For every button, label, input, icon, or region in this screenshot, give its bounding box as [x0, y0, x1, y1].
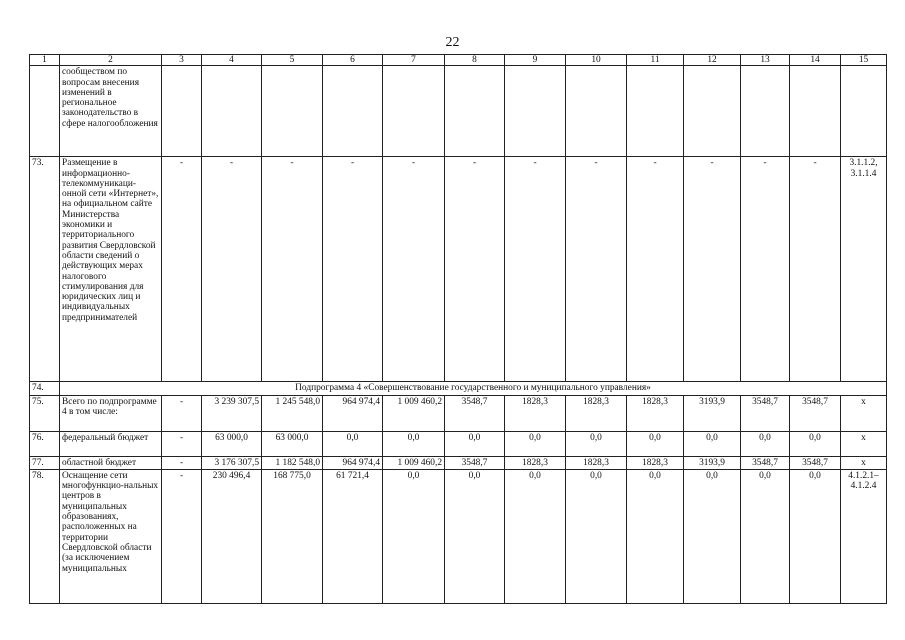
row-number-cell: 73. [30, 157, 60, 382]
target-reference-cell: 4.1.2.1– 4.1.2.4 [841, 469, 887, 603]
data-cell: 0,0 [741, 469, 790, 603]
data-cell: - [162, 395, 202, 431]
data-cell: 0,0 [505, 431, 566, 456]
data-cell [445, 66, 505, 157]
table-row-continuation [30, 66, 887, 157]
column-header: 11 [627, 55, 684, 66]
target-reference-cell: x [841, 456, 887, 469]
row-number-cell: 74. [30, 382, 60, 395]
page-number: 22 [445, 35, 460, 50]
column-number-header-row [30, 55, 887, 66]
data-cell: 3548,7 [790, 395, 841, 431]
target-reference-cell: x [841, 395, 887, 431]
data-cell: - [202, 157, 262, 382]
data-cell: 1828,3 [627, 456, 684, 469]
data-cell [323, 66, 383, 157]
data-cell: 0,0 [627, 469, 684, 603]
data-cell: 3193,9 [684, 395, 741, 431]
data-cell: 230 496,4 [202, 469, 262, 603]
data-cell: 0,0 [566, 431, 627, 456]
data-cell: - [445, 157, 505, 382]
data-cell: 0,0 [445, 469, 505, 603]
table-row-75 [30, 395, 887, 431]
target-reference-cell: x [841, 431, 887, 456]
data-cell: 0,0 [445, 431, 505, 456]
data-cell: 3 239 307,5 [202, 395, 262, 431]
data-cell: 63 000,0 [262, 431, 323, 456]
description-cell: Всего по подпрограмме 4 в том числе: [60, 395, 162, 431]
data-cell [162, 66, 202, 157]
table-row-78 [30, 469, 887, 603]
data-cell: - [627, 157, 684, 382]
column-header: 3 [162, 55, 202, 66]
description-cell: федеральный бюджет [60, 431, 162, 456]
table-row-77 [30, 456, 887, 469]
subprogram-title-cell: Подпрограмма 4 «Совершенствование государственного и муниципального управления» [60, 382, 887, 395]
row-number-cell: 76. [30, 431, 60, 456]
data-cell: 63 000,0 [202, 431, 262, 456]
column-header: 2 [60, 55, 162, 66]
data-cell: 0,0 [323, 431, 383, 456]
column-header: 9 [505, 55, 566, 66]
data-cell [202, 66, 262, 157]
column-header: 10 [566, 55, 627, 66]
data-cell: - [383, 157, 445, 382]
column-header: 5 [262, 55, 323, 66]
program-table [29, 54, 887, 604]
data-cell: - [323, 157, 383, 382]
data-cell: 0,0 [790, 431, 841, 456]
data-cell: - [790, 157, 841, 382]
data-cell [505, 66, 566, 157]
data-cell: 0,0 [505, 469, 566, 603]
data-cell: 0,0 [684, 469, 741, 603]
column-header: 15 [841, 55, 887, 66]
column-header: 14 [790, 55, 841, 66]
data-cell: - [684, 157, 741, 382]
description-cell: сообществом по вопросам внесения изменений в региональное законодательство в сфере налогообложения [60, 66, 162, 157]
table-row-73 [30, 157, 887, 382]
data-cell: 1828,3 [566, 395, 627, 431]
data-cell: 3548,7 [790, 456, 841, 469]
row-number-cell: 77. [30, 456, 60, 469]
column-header: 12 [684, 55, 741, 66]
data-cell: - [262, 157, 323, 382]
column-header: 6 [323, 55, 383, 66]
data-cell: 964 974,4 [323, 395, 383, 431]
data-cell: - [162, 469, 202, 603]
data-cell [684, 66, 741, 157]
data-cell [383, 66, 445, 157]
data-cell [790, 66, 841, 157]
data-cell: 0,0 [627, 431, 684, 456]
data-cell: - [566, 157, 627, 382]
description-cell: Размещение в информационно-телекоммуникаци-онной сети «Интернет», на официальном сайте Министерства экономики и территориального развития Свердловской области сведений о действующих мерах налогового стимулирования для юридических лиц и индивидуальных предпринимателей [60, 157, 162, 382]
data-cell: 1 182 548,0 [262, 456, 323, 469]
data-cell [262, 66, 323, 157]
data-cell [741, 66, 790, 157]
data-cell: 61 721,4 [323, 469, 383, 603]
data-cell: 3548,7 [445, 456, 505, 469]
data-cell: - [162, 157, 202, 382]
data-cell: 1 245 548,0 [262, 395, 323, 431]
table-row-76 [30, 431, 887, 456]
data-cell [627, 66, 684, 157]
data-cell: 964 974,4 [323, 456, 383, 469]
data-cell: 0,0 [566, 469, 627, 603]
data-cell: - [162, 456, 202, 469]
column-header: 7 [383, 55, 445, 66]
table-row-74-subprogram-header [30, 382, 887, 395]
data-cell: 3193,9 [684, 456, 741, 469]
data-cell: 0,0 [741, 431, 790, 456]
data-cell: 0,0 [383, 431, 445, 456]
column-header: 8 [445, 55, 505, 66]
data-cell: 1 009 460,2 [383, 456, 445, 469]
column-header: 4 [202, 55, 262, 66]
data-cell [566, 66, 627, 157]
data-cell: 3548,7 [741, 456, 790, 469]
data-cell: - [505, 157, 566, 382]
data-cell: 3 176 307,5 [202, 456, 262, 469]
target-reference-cell: 3.1.1.2, 3.1.1.4 [841, 157, 887, 382]
row-number-cell: 78. [30, 469, 60, 603]
column-header: 1 [30, 55, 60, 66]
row-number-cell: 75. [30, 395, 60, 431]
data-cell: 1828,3 [627, 395, 684, 431]
data-cell: - [741, 157, 790, 382]
row-number-cell [30, 66, 60, 157]
data-cell: 168 775,0 [262, 469, 323, 603]
data-cell: 0,0 [790, 469, 841, 603]
data-cell: - [162, 431, 202, 456]
description-cell: областной бюджет [60, 456, 162, 469]
column-header: 13 [741, 55, 790, 66]
data-cell: 0,0 [383, 469, 445, 603]
data-cell: 1828,3 [505, 395, 566, 431]
data-cell: 3548,7 [741, 395, 790, 431]
data-cell: 1828,3 [505, 456, 566, 469]
data-cell: 1 009 460,2 [383, 395, 445, 431]
data-cell [841, 66, 887, 157]
data-cell: 3548,7 [445, 395, 505, 431]
data-cell: 1828,3 [566, 456, 627, 469]
description-cell: Оснащение сети многофункцио-нальных центров в муниципальных образованиях, расположенных на территории Свердловской области (за исключением муниципальных [60, 469, 162, 603]
data-cell: 0,0 [684, 431, 741, 456]
